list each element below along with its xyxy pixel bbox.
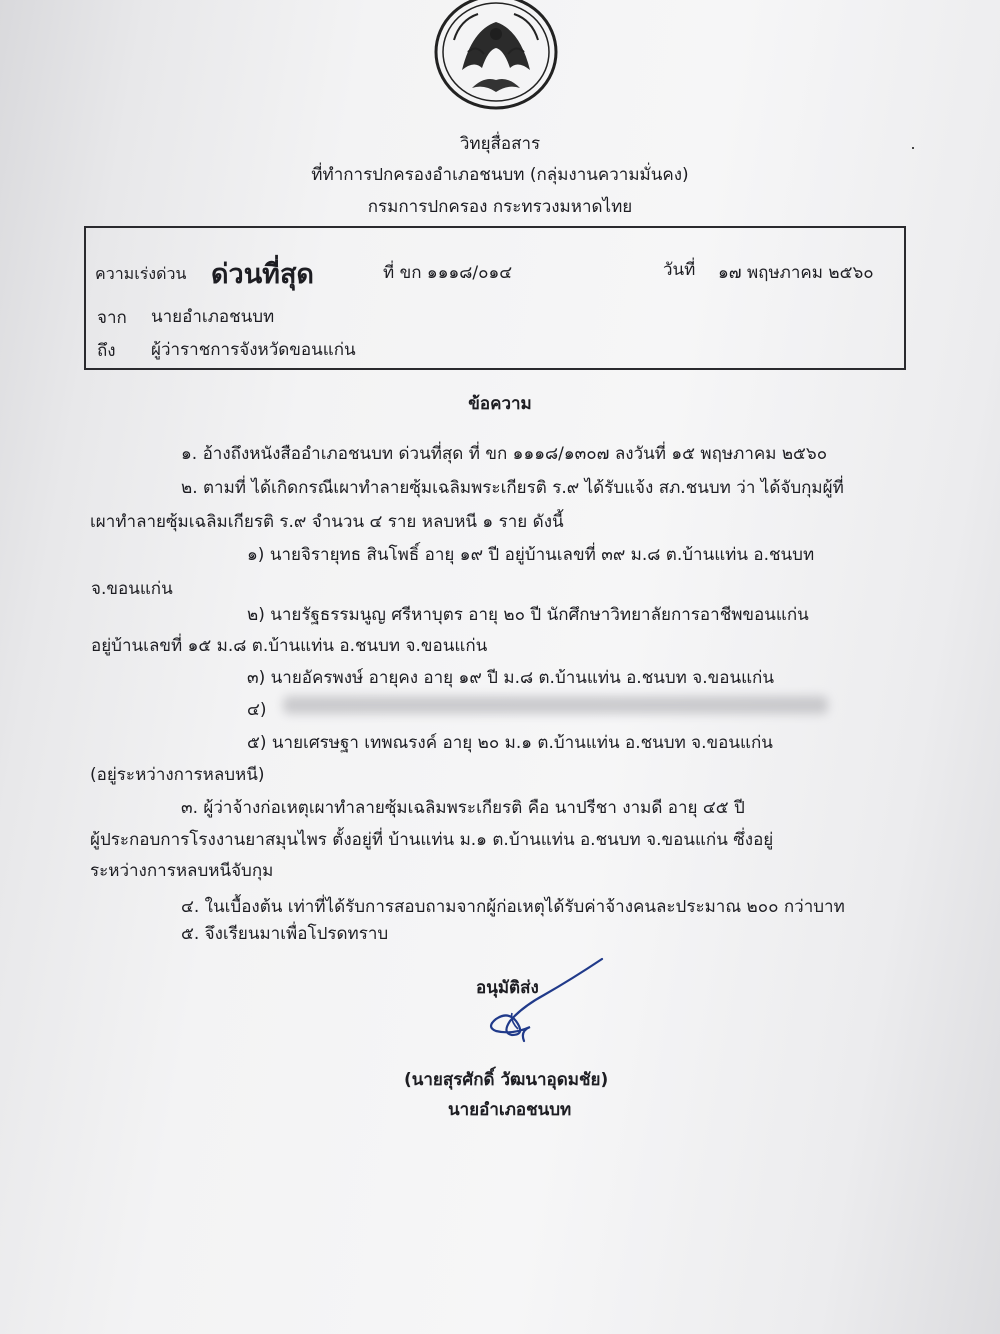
body-line: เผาทำลายซุ้มเฉลิมเกียรติ ร.๙ จำนวน ๔ ราย หลบหนี ๑ ราย ดังนี้	[90, 512, 564, 532]
to-value: ผู้ว่าราชการจังหวัดขอนแก่น	[151, 340, 356, 360]
body-line: ผู้ประกอบการโรงงานยาสมุนไพร ตั้งอยู่ที่ บ้านแท่น ม.๑ ต.บ้านแท่น อ.ชนบท จ.ขอนแก่น ซึ่งอยู่	[90, 830, 774, 850]
header-title: วิทยุสื่อสาร	[459, 134, 541, 154]
to-label: ถึง	[97, 341, 116, 361]
redacted-text-blur	[283, 696, 828, 714]
signatory-position: นายอำเภอชนบท	[448, 1100, 572, 1120]
body-line: ๓) นายอัครพงษ์ อายุคง อายุ ๑๙ ปี ม.๘ ต.บ้านแท่น อ.ชนบท จ.ขอนแก่น	[247, 668, 774, 688]
body-line: ๕. จึงเรียนมาเพื่อโปรดทราบ	[181, 924, 389, 944]
header-department: กรมการปกครอง กระทรวงมหาดไทย	[367, 197, 633, 217]
signatory-name: (นายสุรศักดิ์ วัฒนาอุดมชัย)	[404, 1070, 609, 1090]
body-line: ๕) นายเศรษฐา เทพณรงค์ อายุ ๒๐ ม.๑ ต.บ้านแท่น อ.ชนบท จ.ขอนแก่น	[247, 733, 773, 753]
body-line: ๒) นายรัฐธรรมนูญ ศรีหาบุตร อายุ ๒๐ ปี นักศึกษาวิทยาลัยการอาชีพขอนแก่น	[247, 605, 809, 625]
body-line: (อยู่ระหว่างการหลบหนี)	[90, 765, 265, 785]
body-line: อยู่บ้านเลขที่ ๑๕ ม.๘ ต.บ้านแท่น อ.ชนบท จ.ขอนแก่น	[91, 636, 488, 656]
date-label: วันที่	[663, 260, 696, 280]
body-line: ๑. อ้างถึงหนังสืออำเภอชนบท ด่วนที่สุด ที่ ขก ๑๑๑๘/๑๓๐๗ ลงวันที่ ๑๕ พฤษภาคม ๒๕๖๐	[181, 444, 828, 464]
garuda-emblem-icon	[432, 0, 560, 110]
body-line: ๓. ผู้ว่าจ้างก่อเหตุเผาทำลายซุ้มเฉลิมพระเกียรติ คือ นาปรีชา งามดี อายุ ๔๕ ปี	[181, 798, 745, 818]
from-value: นายอำเภอชนบท	[151, 307, 275, 327]
body-line: จ.ขอนแก่น	[91, 579, 173, 599]
urgency-value: ด่วนที่สุด	[211, 259, 314, 290]
document-ref: ที่ ขก ๑๑๑๘/๐๑๔	[383, 263, 513, 283]
body-line: ๒. ตามที่ ได้เกิดกรณีเผาทำลายซุ้มเฉลิมพระเกียรติ ร.๙ ได้รับแจ้ง สภ.ชนบท ว่า ได้จับกุมผู้ที่	[181, 478, 844, 498]
body-line: ๑) นายจิรายุทธ สินโพธิ์ อายุ ๑๙ ปี อยู่บ้านเลขที่ ๓๙ ม.๘ ต.บ้านแท่น อ.ชนบท	[247, 545, 815, 565]
date-value: ๑๗ พฤษภาคม ๒๕๖๐	[718, 263, 874, 283]
handwritten-signature	[452, 955, 612, 1045]
from-label: จาก	[97, 308, 127, 328]
body-line: ๔)	[247, 700, 267, 720]
approve-label: อนุมัติส่ง	[476, 978, 539, 998]
body-line: ๔. ในเบื้องต้น เท่าที่ได้รับการสอบถามจากผู้ก่อเหตุได้รับค่าจ้างคนละประมาณ ๒๐๐ กว่าบาท	[181, 897, 845, 917]
message-title: ข้อความ	[468, 394, 532, 414]
header-office: ที่ทำการปกครองอำเภอชนบท (กลุ่มงานความมั่นคง)	[311, 165, 689, 185]
urgency-label: ความเร่งด่วน	[95, 264, 187, 283]
body-line: ระหว่างการหลบหนีจับกุม	[90, 861, 274, 881]
